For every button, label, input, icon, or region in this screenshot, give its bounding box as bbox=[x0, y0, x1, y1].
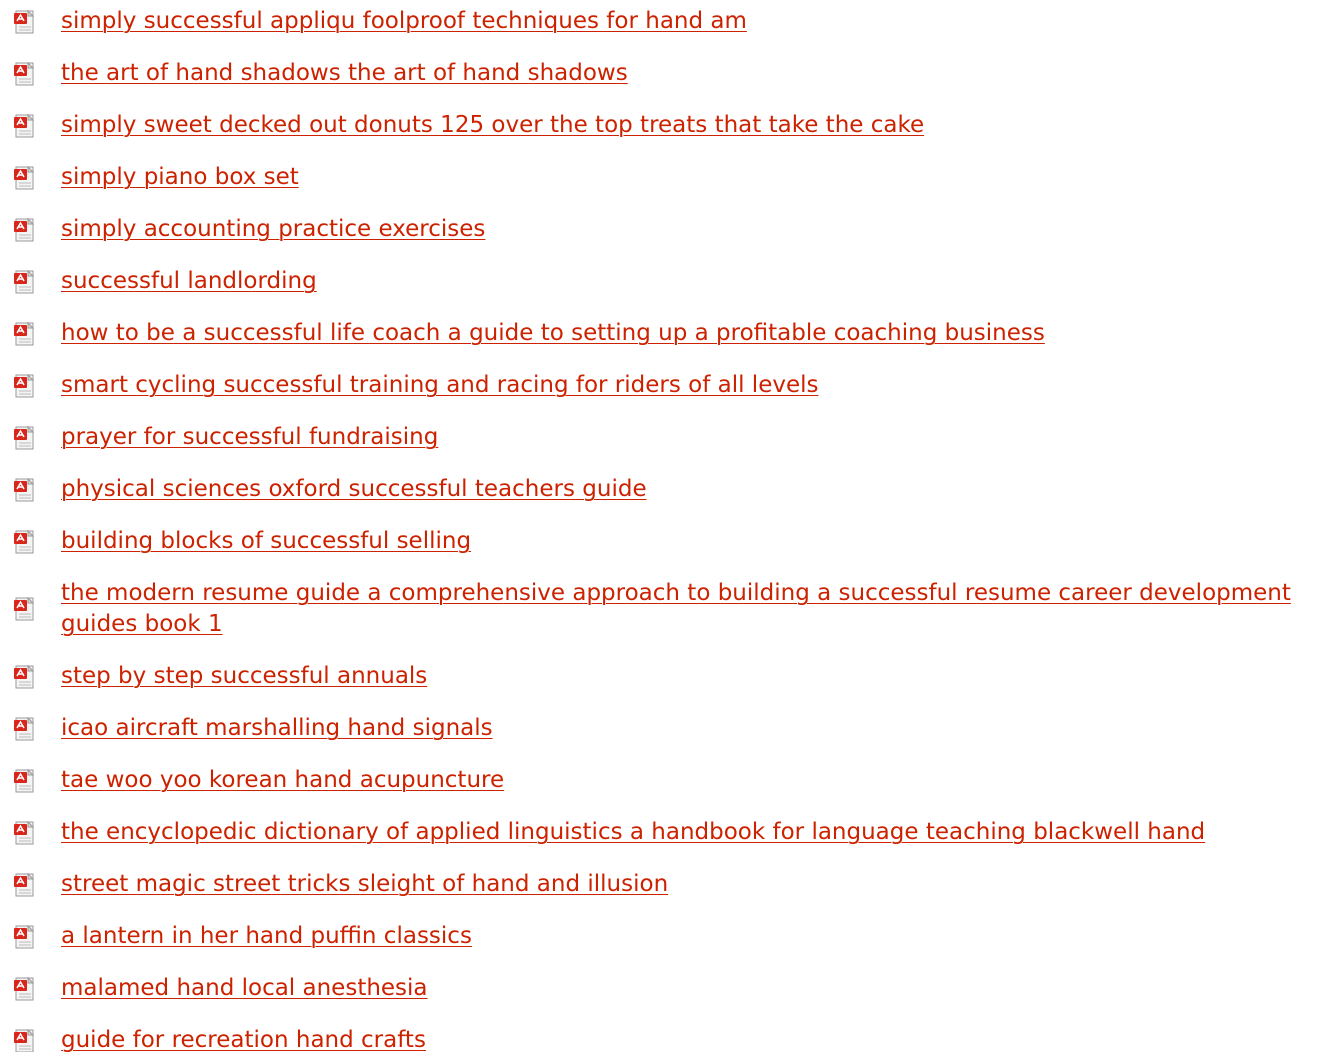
list-item bbox=[0, 817, 1328, 848]
pdf-link[interactable]: street magic street tricks sleight of hand and illusion bbox=[61, 871, 669, 897]
pdf-link[interactable]: guide for recreation hand crafts bbox=[61, 1027, 426, 1052]
list-item bbox=[0, 422, 1328, 453]
list-item bbox=[0, 1025, 1328, 1052]
pdf-file-icon bbox=[13, 925, 37, 949]
pdf-file-icon bbox=[13, 270, 37, 294]
pdf-file-icon bbox=[13, 530, 37, 554]
pdf-link[interactable]: simply accounting practice exercises bbox=[61, 216, 486, 242]
pdf-link[interactable]: simply piano box set bbox=[61, 164, 299, 190]
list-item bbox=[0, 266, 1328, 297]
list-item bbox=[0, 921, 1328, 952]
pdf-link[interactable]: simply successful appliqu foolproof techniques for hand am bbox=[61, 8, 747, 34]
pdf-link[interactable]: the modern resume guide a comprehensive approach to building a successful resume career development guides book 1 bbox=[61, 580, 1291, 637]
list-item bbox=[0, 6, 1328, 37]
pdf-link[interactable]: simply sweet decked out donuts 125 over the top treats that take the cake bbox=[61, 112, 925, 138]
pdf-file-icon bbox=[13, 166, 37, 190]
pdf-file-icon bbox=[13, 873, 37, 897]
list-item bbox=[0, 973, 1328, 1004]
list-item bbox=[0, 214, 1328, 245]
pdf-file-icon bbox=[13, 374, 37, 398]
pdf-file-icon bbox=[13, 218, 37, 242]
list-item bbox=[0, 474, 1328, 505]
pdf-link[interactable]: the encyclopedic dictionary of applied linguistics a handbook for language teaching blackwell hand bbox=[61, 819, 1206, 845]
pdf-link[interactable]: building blocks of successful selling bbox=[61, 528, 472, 554]
list-item bbox=[0, 713, 1328, 744]
list-item bbox=[0, 318, 1328, 349]
pdf-link[interactable]: step by step successful annuals bbox=[61, 663, 428, 689]
pdf-file-icon bbox=[13, 478, 37, 502]
pdf-file-icon bbox=[13, 322, 37, 346]
pdf-file-icon bbox=[13, 114, 37, 138]
pdf-file-icon bbox=[13, 665, 37, 689]
list-item bbox=[0, 110, 1328, 141]
pdf-file-icon bbox=[13, 977, 37, 1001]
pdf-link[interactable]: tae woo yoo korean hand acupuncture bbox=[61, 767, 505, 793]
pdf-file-icon bbox=[13, 597, 37, 621]
pdf-file-icon bbox=[13, 10, 37, 34]
pdf-file-icon bbox=[13, 821, 37, 845]
pdf-file-icon bbox=[13, 426, 37, 450]
pdf-link[interactable]: physical sciences oxford successful teachers guide bbox=[61, 476, 647, 502]
pdf-link[interactable]: successful landlording bbox=[61, 268, 317, 294]
pdf-file-icon bbox=[13, 62, 37, 86]
list-item bbox=[0, 661, 1328, 692]
pdf-link[interactable]: how to be a successful life coach a guide to setting up a profitable coaching business bbox=[61, 320, 1045, 346]
list-item bbox=[0, 526, 1328, 557]
list-item bbox=[0, 162, 1328, 193]
list-item bbox=[0, 370, 1328, 401]
pdf-link[interactable]: icao aircraft marshalling hand signals bbox=[61, 715, 493, 741]
pdf-link[interactable]: malamed hand local anesthesia bbox=[61, 975, 428, 1001]
list-item bbox=[0, 578, 1328, 640]
pdf-file-icon bbox=[13, 717, 37, 741]
pdf-link[interactable]: prayer for successful fundraising bbox=[61, 424, 439, 450]
pdf-link[interactable]: a lantern in her hand puffin classics bbox=[61, 923, 472, 949]
list-item bbox=[0, 58, 1328, 89]
pdf-file-icon bbox=[13, 769, 37, 793]
pdf-link[interactable]: smart cycling successful training and racing for riders of all levels bbox=[61, 372, 819, 398]
pdf-file-icon bbox=[13, 1029, 37, 1052]
list-item bbox=[0, 869, 1328, 900]
pdf-link[interactable]: the art of hand shadows the art of hand shadows bbox=[61, 60, 628, 86]
list-item bbox=[0, 765, 1328, 796]
